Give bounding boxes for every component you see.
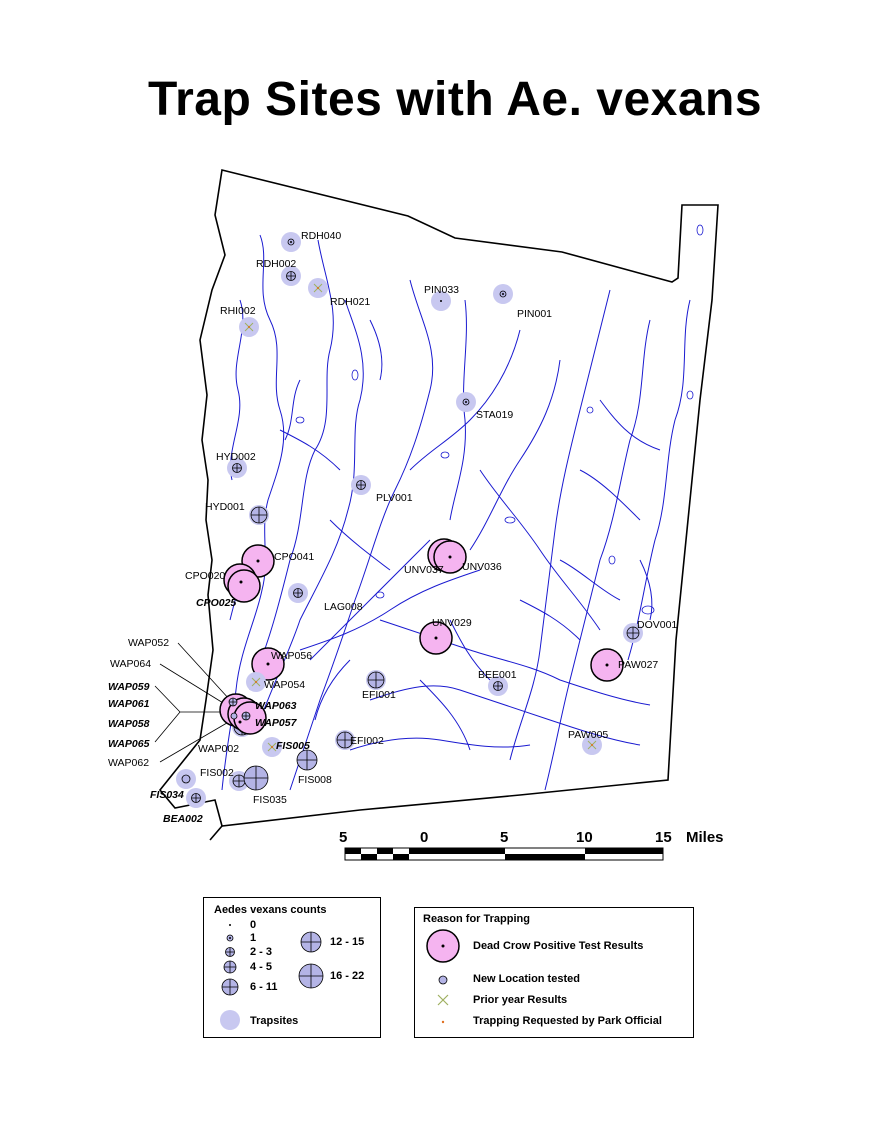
trap-site-marker: [456, 392, 476, 412]
site-label: CPO020: [185, 570, 226, 582]
site-label: UNV036: [462, 561, 502, 573]
trap-site-marker: [366, 670, 386, 690]
scale-tick-label: 15: [655, 829, 672, 846]
scale-tick-label: 10: [576, 829, 593, 846]
count-0-marker: [440, 300, 442, 302]
site-label: RDH021: [330, 296, 371, 308]
dead-crow-center: [257, 560, 260, 563]
legend-counts-title: Aedes vexans counts: [214, 904, 327, 916]
park-request-dot: [591, 744, 593, 746]
map-title: Trap Sites with Ae. vexans: [147, 73, 763, 126]
count-6-11-label: 6 - 11: [250, 981, 278, 993]
callout-site-label: WAP064: [110, 658, 152, 670]
count-1-symbol: [227, 935, 233, 941]
site-label: EFI001: [362, 689, 396, 701]
trap-site-marker: [239, 317, 259, 337]
trap-site-marker: [288, 583, 308, 603]
trap-sites-layer: [176, 232, 643, 808]
trap-site-marker: [351, 475, 371, 495]
new-location-symbol: [439, 976, 447, 984]
callout-site-label: WAP058: [108, 718, 150, 730]
site-label: CPO041: [274, 551, 315, 563]
dead-crow-label: Dead Crow Positive Test Results: [473, 940, 644, 952]
count-12-15-symbol: [301, 932, 321, 952]
prior-year-label: Prior year Results: [473, 994, 568, 1006]
site-label: RHI002: [220, 305, 256, 317]
site-label: FIS008: [298, 774, 332, 786]
site-label: LAG008: [324, 601, 363, 613]
site-label: WAP056: [271, 650, 313, 662]
legend-reason: [414, 907, 694, 1038]
site-label: UNV037: [404, 564, 444, 576]
trapsite-symbol: [220, 1010, 240, 1030]
site-label: WAP054: [264, 679, 306, 691]
park-request-dot: [317, 287, 319, 289]
count-12-15-label: 12 - 15: [330, 936, 365, 948]
site-label: UNV029: [432, 617, 472, 629]
site-label: FIS035: [253, 794, 287, 806]
park-request-label: Trapping Requested by Park Official: [473, 1015, 662, 1027]
site-label: STA019: [476, 409, 514, 421]
trap-site-marker: [246, 672, 266, 692]
trapsites-label: Trapsites: [250, 1015, 299, 1027]
site-label: PAW027: [618, 659, 659, 671]
count-4-5-symbol: [224, 961, 236, 973]
scale-bar: [339, 829, 724, 860]
site-label: HYD002: [216, 451, 256, 463]
callout-site-label: WAP061: [108, 698, 150, 710]
park-request-dot: [271, 746, 273, 748]
site-label: BEE001: [478, 669, 517, 681]
scale-tick-label: 5: [339, 829, 348, 846]
park-request-symbol: [442, 1021, 444, 1023]
trap-site-marker: [244, 766, 268, 790]
legend-reason-title: Reason for Trapping: [423, 913, 530, 925]
site-label: WAP002: [198, 743, 240, 755]
dead-crow-center: [449, 556, 452, 559]
site-label: PLV001: [376, 492, 413, 504]
count-1-label: 1: [250, 932, 257, 944]
count-6-11-symbol: [222, 979, 238, 995]
scale-tick-label: 5: [500, 829, 509, 846]
site-label: PIN001: [517, 308, 553, 320]
callout-site-label: WAP059: [108, 681, 150, 693]
site-label: EFI002: [350, 735, 384, 747]
site-label: WAP063: [255, 700, 297, 712]
site-label: RDH002: [256, 258, 297, 270]
trap-site-marker: [493, 284, 513, 304]
new-location-marker: [182, 775, 190, 783]
trap-site-marker: [297, 750, 317, 770]
site-label: WAP057: [255, 717, 297, 729]
site-label: HYD001: [205, 501, 245, 513]
park-request-dot: [255, 681, 257, 683]
site-label: BEA002: [163, 813, 203, 825]
site-labels-layer: [108, 230, 677, 825]
dead-crow-center: [267, 663, 270, 666]
prior-year-symbol: [438, 995, 448, 1005]
legend-counts: [203, 897, 381, 1038]
site-label: PAW005: [568, 729, 609, 741]
park-request-dot: [248, 326, 250, 328]
dead-crow-symbol: [427, 930, 459, 962]
count-0-label: 0: [250, 919, 257, 931]
trap-site-marker: [281, 232, 301, 252]
site-label: FIS002: [200, 767, 234, 779]
site-label: RDH040: [301, 230, 342, 242]
count-4-5-label: 4 - 5: [250, 961, 273, 973]
callout-site-label: WAP052: [128, 637, 170, 649]
site-label: DOV001: [637, 619, 678, 631]
count-2-3-symbol: [226, 948, 235, 957]
dead-crow-center: [435, 637, 438, 640]
new-location-label: New Location tested: [473, 973, 580, 985]
scale-unit-label: Miles: [686, 829, 724, 846]
site-label: FIS034: [150, 789, 184, 801]
count-marker: [231, 713, 237, 719]
site-label: CPO025: [196, 597, 237, 609]
trap-site-marker: [186, 788, 206, 808]
callout-site-label: WAP062: [108, 757, 150, 769]
trap-site-marker: [176, 769, 196, 789]
count-2-3-label: 2 - 3: [250, 946, 273, 958]
scale-tick-label: 0: [420, 829, 429, 846]
count-16-22-symbol: [299, 964, 323, 988]
site-label: PIN033: [424, 284, 460, 296]
callout-site-label: WAP065: [108, 738, 150, 750]
dead-crow-center: [606, 664, 609, 667]
count-16-22-label: 16 - 22: [330, 970, 365, 982]
trap-site-marker: [249, 505, 269, 525]
site-label: FIS005: [276, 740, 310, 752]
count-0-symbol: [229, 924, 231, 926]
trap-site-marker: [308, 278, 328, 298]
